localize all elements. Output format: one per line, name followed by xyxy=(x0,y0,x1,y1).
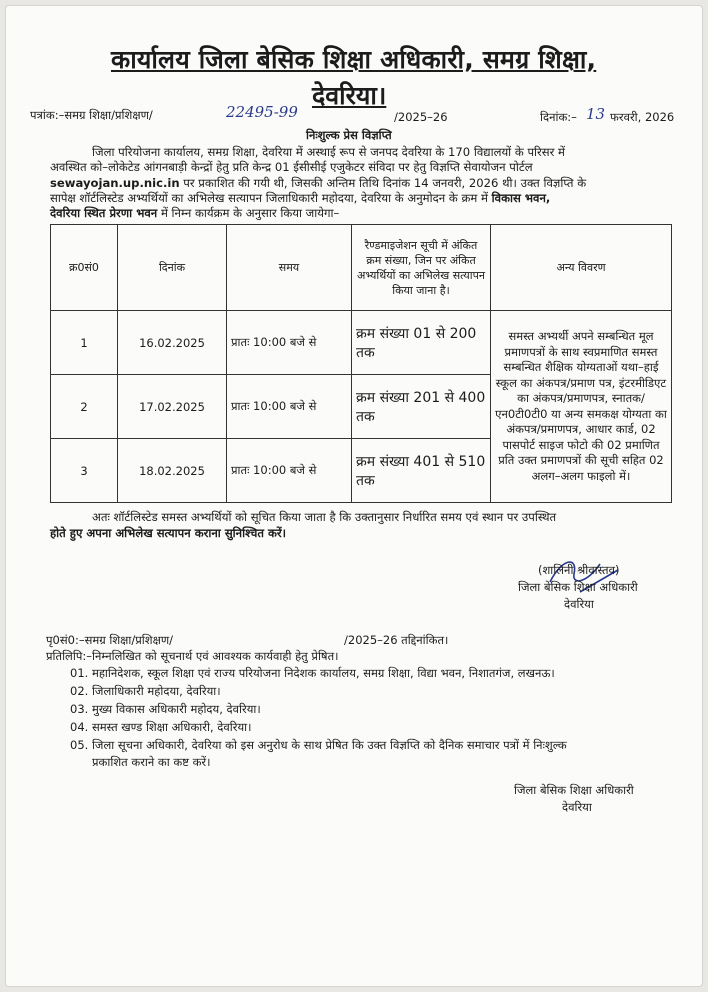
row2-time: प्रातः 10:00 बजे से xyxy=(227,375,352,439)
body-line-1: जिला परियोजना कार्यालय, समग्र शिक्षा, देवरिया में अस्थाई रूप से जनपद देवरिया के 170 विद्यालयों के परिसर में xyxy=(92,145,565,159)
row3-date: 18.02.2025 xyxy=(118,439,227,503)
row2-range: क्रम संख्या 201 से 400 तक xyxy=(352,375,491,439)
header-time: समय xyxy=(227,225,352,311)
letter-number-handwritten: 22495-99 xyxy=(226,103,298,121)
body-line-5: देवरिया स्थित प्रेरणा भवन में निम्न कार्यक्रम के अनुसार किया जायेगा– xyxy=(50,206,340,220)
letter-year: /2025–26 xyxy=(394,110,448,124)
copy-item-5-cont: प्रकाशित कराने का कष्ट करें। xyxy=(92,755,211,769)
header-details: अन्य विवरण xyxy=(491,225,672,311)
office-title-line2: देवरिया। xyxy=(312,81,387,110)
table-header-row xyxy=(51,225,672,311)
letter-number-label: पत्रांक:–समग्र शिक्षा/प्रशिक्षण/ xyxy=(30,108,153,122)
copy-intro: प्रतिलिपि:–निम्नलिखित को सूचनार्थ एवं आवश्यक कार्यवाही हेतु प्रेषित। xyxy=(46,649,339,663)
date-label: दिनांक:– xyxy=(540,110,577,124)
copy-item-1: 01. महानिदेशक, स्कूल शिक्षा एवं राज्य परियोजना निदेशक कार्यालय, समग्र शिक्षा, विद्या भवन, निशातगंज, लखनऊ। xyxy=(70,666,555,680)
signatory-place: देवरिया xyxy=(564,597,594,611)
copy-item-4: 04. समस्त खण्ड शिक्षा अधिकारी, देवरिया। xyxy=(70,720,252,734)
row1-range: क्रम संख्या 01 से 200 तक xyxy=(352,311,491,375)
body-line-2: अवस्थित को–लोकेटेड आंगनबाड़ी केन्द्रों हेतु प्रति केन्द्र 01 ईसीसीई एजुकेटर संविदा पर हेतु विज्ञप्ति सेवायोजन पोर्टल xyxy=(50,160,533,174)
row2-sn: 2 xyxy=(51,375,118,439)
date-handwritten: 13 xyxy=(586,105,606,123)
closing-line-2: होते हुए अपना अभिलेख सत्यापन कराना सुनिश्चित करें। xyxy=(50,526,287,540)
copy-item-2: 02. जिलाधिकारी महोदया, देवरिया। xyxy=(70,684,221,698)
footer-designation: जिला बेसिक शिक्षा अधिकारी xyxy=(514,783,634,797)
row1-date: 16.02.2025 xyxy=(118,311,227,375)
table-row xyxy=(51,311,672,375)
verification-schedule-table xyxy=(50,224,672,503)
notice-title: निःशुल्क प्रेस विज्ञप्ति xyxy=(306,128,392,142)
copy-item-5: 05. जिला सूचना अधिकारी, देवरिया को इस अनुरोध के साथ प्रेषित कि उक्त विज्ञप्ति को दैनिक समाचार पत्रों में निःशुल्क xyxy=(70,738,567,752)
row3-range: क्रम संख्या 401 से 510 तक xyxy=(352,439,491,503)
other-details: समस्त अभ्यर्थी अपने सम्बन्धित मूल प्रमाणपत्रों के साथ स्वप्रमाणित समस्त सम्बन्धित शैक्षिक योग्यताओं यथा–हाई स्कूल का अंकपत्र/प्रमाण पत्र, इंटरमीडिएट का अंकपत्र/प्रमाणपत्र, स्नातक/एन0टी0टी0 या अन्य समकक्ष योग्यता का अंकपत्र/प्रमाणपत्र, आधार कार्ड, 02 पासपोर्ट साइज फोटो की 02 प्रमाणित प्रति उक्त प्रमाणपत्रों की सूची सहित 02 अलग–अलग फाइलो में। xyxy=(491,311,672,503)
copy-item-3: 03. मुख्य विकास अधिकारी महोदय, देवरिया। xyxy=(70,702,261,716)
copy-ref-label: पृ0सं0:–समग्र शिक्षा/प्रशिक्षण/ xyxy=(46,633,174,647)
closing-line-1: अतः शॉर्टलिस्टेड समस्त अभ्यर्थियों को सूचित किया जाता है कि उक्तानुसार निर्धारित समय एवं स्थान पर उपस्थित xyxy=(92,510,557,524)
office-title-line1: कार्यालय जिला बेसिक शिक्षा अधिकारी, समग्र शिक्षा, xyxy=(111,45,597,74)
body-line-4: सापेक्ष शॉर्टलिस्टेड अभ्यर्थियों का अभिलेख सत्यापन जिलाधिकारी महोदया, देवरिया के अनुमोदन के क्रम में विकास भवन, xyxy=(50,191,551,205)
row1-sn: 1 xyxy=(51,311,118,375)
date-rest: फरवरी, 2026 xyxy=(610,110,675,124)
signatory-designation: जिला बेसिक शिक्षा अधिकारी xyxy=(518,580,638,594)
header-range: रैण्डमाइजेशन सूची में अंकित क्रम संख्या, जिन पर अंकित अभ्यर्थियों का अभिलेख सत्यापन किया जाना है। xyxy=(352,225,491,311)
row3-time: प्रातः 10:00 बजे से xyxy=(227,439,352,503)
row3-sn: 3 xyxy=(51,439,118,503)
header-date: दिनांक xyxy=(118,225,227,311)
document-page xyxy=(6,6,702,986)
copy-ref-rest: /2025–26 तद्दिनांकित। xyxy=(344,633,449,647)
body-line-3: sewayojan.up.nic.in पर प्रकाशित की गयी थी, जिसकी अन्तिम तिथि दिनांक 14 जनवरी, 2026 थी। उक्त विज्ञप्ति के xyxy=(50,176,587,190)
signatory-name: (शालिनी श्रीवास्तव) xyxy=(538,563,620,577)
portal-link: sewayojan.up.nic.in xyxy=(50,176,180,190)
row2-date: 17.02.2025 xyxy=(118,375,227,439)
footer-place: देवरिया xyxy=(562,800,592,814)
row1-time: प्रातः 10:00 बजे से xyxy=(227,311,352,375)
header-sn: क्र0सं0 xyxy=(51,225,118,311)
